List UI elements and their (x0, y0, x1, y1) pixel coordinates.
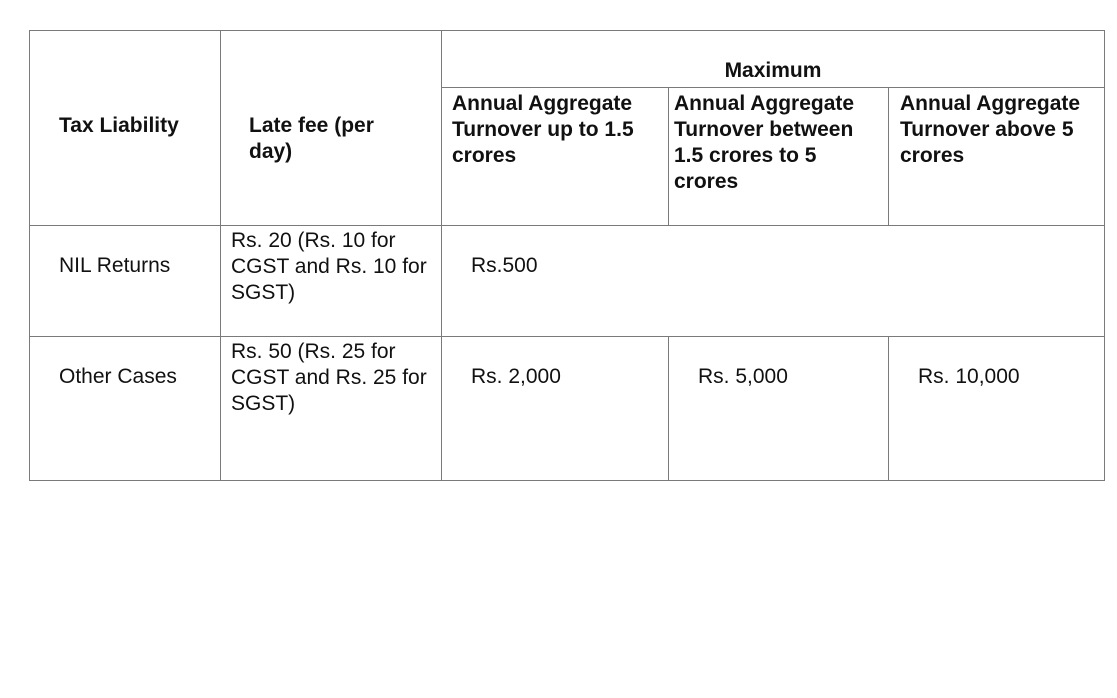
header-late-fee: Late fee (per day) (249, 114, 374, 163)
header-row-1 (30, 31, 1105, 88)
header-tax-liability: Tax Liability (59, 114, 179, 137)
header-late-fee-cell (221, 31, 442, 226)
header-turnover-between-cell (669, 88, 889, 226)
maximum-value: Rs.500 (471, 254, 538, 277)
max-upto-cell (442, 337, 669, 481)
row-label: NIL Returns (59, 254, 171, 277)
table-row (30, 226, 1105, 337)
max-above-cell (889, 337, 1105, 481)
max-upto-value: Rs. 2,000 (471, 365, 561, 388)
late-fee-table (29, 30, 1105, 481)
max-between-value: Rs. 5,000 (698, 365, 788, 388)
header-maximum-cell (442, 31, 1105, 88)
header-turnover-between: Annual Aggregate Turnover between 1.5 crores to 5 crores (674, 92, 855, 193)
late-fee-cell (221, 337, 442, 481)
header-turnover-above-cell (889, 88, 1105, 226)
maximum-cell (442, 226, 1105, 337)
header-turnover-upto-cell (442, 88, 669, 226)
max-between-cell (669, 337, 889, 481)
late-fee-value: Rs. 50 (Rs. 25 for CGST and Rs. 25 for SGST) (231, 340, 427, 415)
header-maximum: Maximum (724, 59, 822, 82)
header-turnover-above: Annual Aggregate Turnover above 5 crores (900, 92, 1081, 167)
header-turnover-upto: Annual Aggregate Turnover up to 1.5 crores (452, 92, 634, 167)
max-above-value: Rs. 10,000 (918, 365, 1020, 388)
late-fee-cell (221, 226, 442, 337)
row-label: Other Cases (59, 365, 177, 388)
row-label-cell (30, 226, 221, 337)
header-tax-liability-cell (30, 31, 221, 226)
table-row (30, 337, 1105, 481)
row-label-cell (30, 337, 221, 481)
late-fee-value: Rs. 20 (Rs. 10 for CGST and Rs. 10 for SGST) (231, 229, 427, 304)
